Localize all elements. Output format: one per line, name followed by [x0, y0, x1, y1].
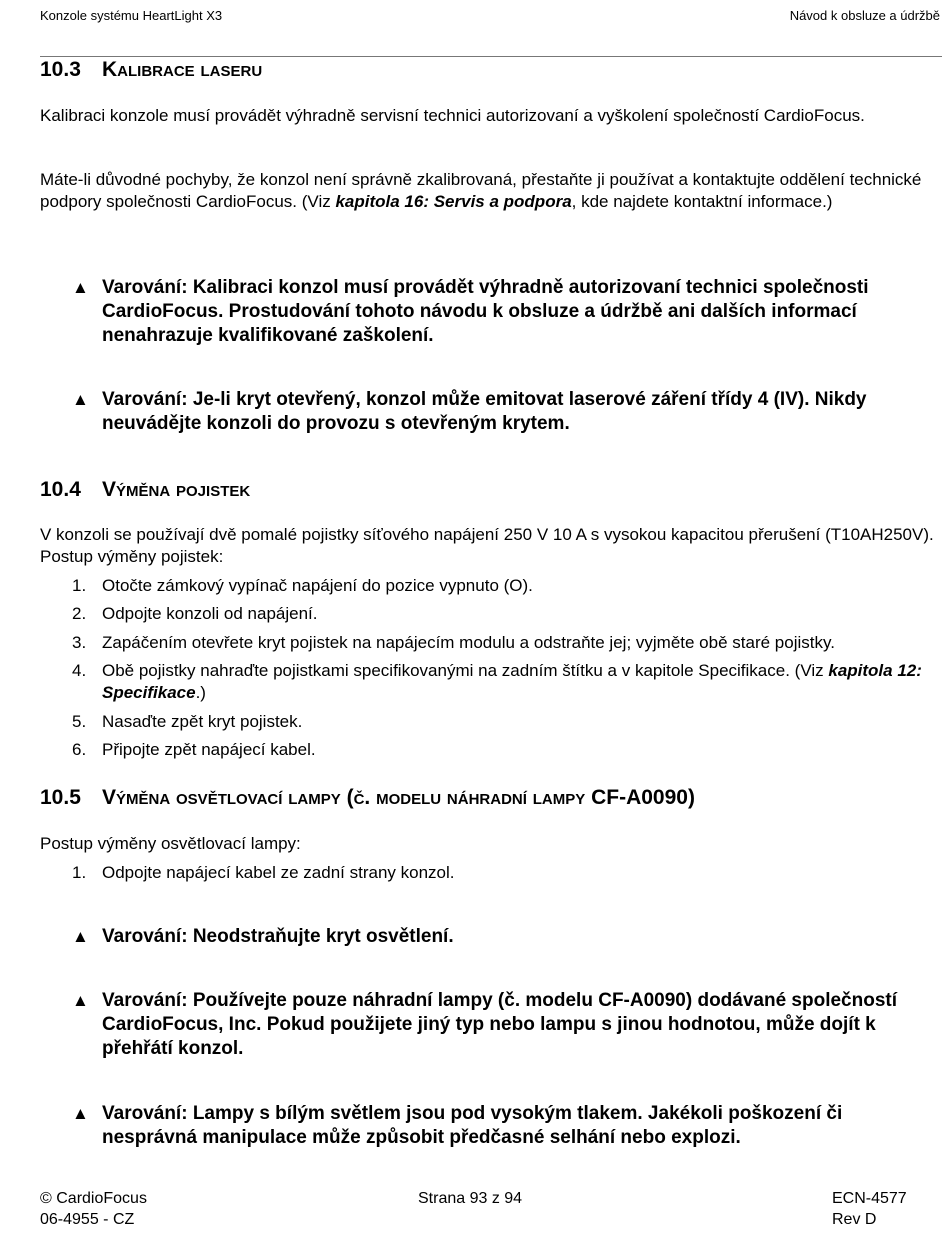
chapter-reference: kapitola 16: Servis a podpora	[335, 191, 572, 211]
warning-triangle-icon: ▲	[72, 278, 89, 297]
warning-triangle-icon: ▲	[72, 390, 89, 409]
list-item	[72, 711, 940, 733]
paragraph-text: , kde najdete kontaktní informace.)	[571, 191, 833, 211]
list-number: 5.	[72, 712, 87, 731]
list-number: 1.	[72, 863, 87, 882]
list-item	[72, 603, 940, 625]
list-text: Nasaďte zpět kryt pojistek.	[102, 712, 303, 731]
footer-left	[40, 1188, 147, 1230]
running-header-left: Konzole systému HeartLight X3	[40, 8, 223, 23]
warning-block	[72, 989, 940, 1061]
footer-copyright: © CardioFocus	[40, 1190, 147, 1207]
header-divider	[40, 56, 942, 57]
section-title: Výměna osvětlovací lampy (č. modelu náhradní lampy	[102, 786, 592, 809]
list-number: 2.	[72, 604, 87, 623]
running-header-right: Návod k obsluze a údržbě	[789, 8, 940, 23]
warning-block	[72, 276, 940, 348]
list-item	[72, 660, 940, 703]
chapter-reference: kapitola 12: Specifikace	[102, 661, 922, 702]
paragraph: V konzoli se používají dvě pomalé pojistky síťového napájení 250 V 10 A s vysokou kapacitou přerušení (T10AH250V). Postup výměny pojistek:	[40, 525, 934, 566]
list-item	[72, 632, 940, 654]
list-text: Odpojte konzoli od napájení.	[102, 604, 318, 623]
warning-triangle-icon: ▲	[72, 991, 89, 1010]
section-title: Kalibrace laseru	[102, 58, 263, 81]
footer-right	[832, 1188, 907, 1230]
warning-text: Varování: Je-li kryt otevřený, konzol může emitovat laserové záření třídy 4 (IV). Nikdy neuvádějte konzoli do provozu s otevřeným krytem.	[102, 389, 867, 434]
warning-text: Varování: Používejte pouze náhradní lampy (č. modelu CF-A0090) dodávané společností CardioFocus, Inc. Pokud použijete jiný typ nebo lampu s jinou hodnotou, může dojít k přehřátí konzol.	[102, 990, 898, 1059]
paragraph	[40, 169, 940, 212]
section-title: Výměna pojistek	[102, 478, 251, 501]
list-text: Připojte zpět napájecí kabel.	[102, 740, 316, 759]
list-text: Zapáčením otevřete kryt pojistek na napájecím modulu a odstraňte jej; vyjměte obě staré pojistky.	[102, 633, 835, 652]
footer-revision: Rev D	[832, 1211, 877, 1228]
list-number: 6.	[72, 740, 87, 759]
section-number: 10.5	[40, 786, 81, 809]
warning-block	[72, 925, 940, 949]
list-text: Otočte zámkový vypínač napájení do pozice vypnuto (O).	[102, 576, 533, 595]
paragraph: Postup výměny osvětlovací lampy:	[40, 834, 301, 853]
paragraph: Kalibraci konzole musí provádět výhradně servisní technici autorizovaní a vyškolení společností CardioFocus.	[40, 106, 865, 125]
warning-triangle-icon: ▲	[72, 1104, 89, 1123]
footer-doc-code: 06-4955 - CZ	[40, 1211, 135, 1228]
list-text-part: .)	[195, 682, 206, 702]
section-heading-10-5	[40, 786, 695, 810]
section-number: 10.4	[40, 478, 81, 501]
list-number: 1.	[72, 576, 87, 595]
list-item	[72, 739, 940, 761]
paragraph-text: Máte-li důvodné pochyby, že konzol není správně zkalibrovaná, přestaňte ji používat a kontaktujte oddělení technické podpory společnosti CardioFocus. (Viz	[40, 170, 922, 211]
list-item	[72, 575, 940, 597]
warning-block	[72, 388, 940, 436]
list-item	[72, 862, 940, 884]
list-number: 4.	[72, 661, 87, 680]
list-number: 3.	[72, 633, 87, 652]
footer-page-number: Strana 93 z 94	[418, 1190, 523, 1207]
list-text-part: Obě pojistky nahraďte pojistkami specifikovanými na zadním štítku a v kapitole Specifikace. (Viz	[102, 661, 829, 680]
list-text	[102, 660, 940, 703]
warning-block	[72, 1102, 940, 1150]
section-number: 10.3	[40, 58, 81, 81]
list-text: Odpojte napájecí kabel ze zadní strany konzol.	[102, 863, 455, 882]
warning-text: Varování: Neodstraňujte kryt osvětlení.	[102, 926, 454, 947]
warning-text: Varování: Kalibraci konzol musí provádět výhradně autorizovaní technici společnosti CardioFocus. Prostudování tohoto návodu k obsluze a údržbě ani dalších informací nenahrazuje kvalifikované zaškolení.	[102, 277, 869, 346]
section-heading-10-4	[40, 478, 250, 502]
footer-ecn: ECN-4577	[832, 1190, 907, 1207]
section-heading-10-3	[40, 58, 262, 82]
warning-text: Varování: Lampy s bílým světlem jsou pod vysokým tlakem. Jakékoli poškození či nesprávná manipulace může způsobit předčasné selhání nebo explozi.	[102, 1103, 843, 1148]
warning-triangle-icon: ▲	[72, 927, 89, 946]
section-title-model: CF-A0090)	[591, 786, 695, 809]
